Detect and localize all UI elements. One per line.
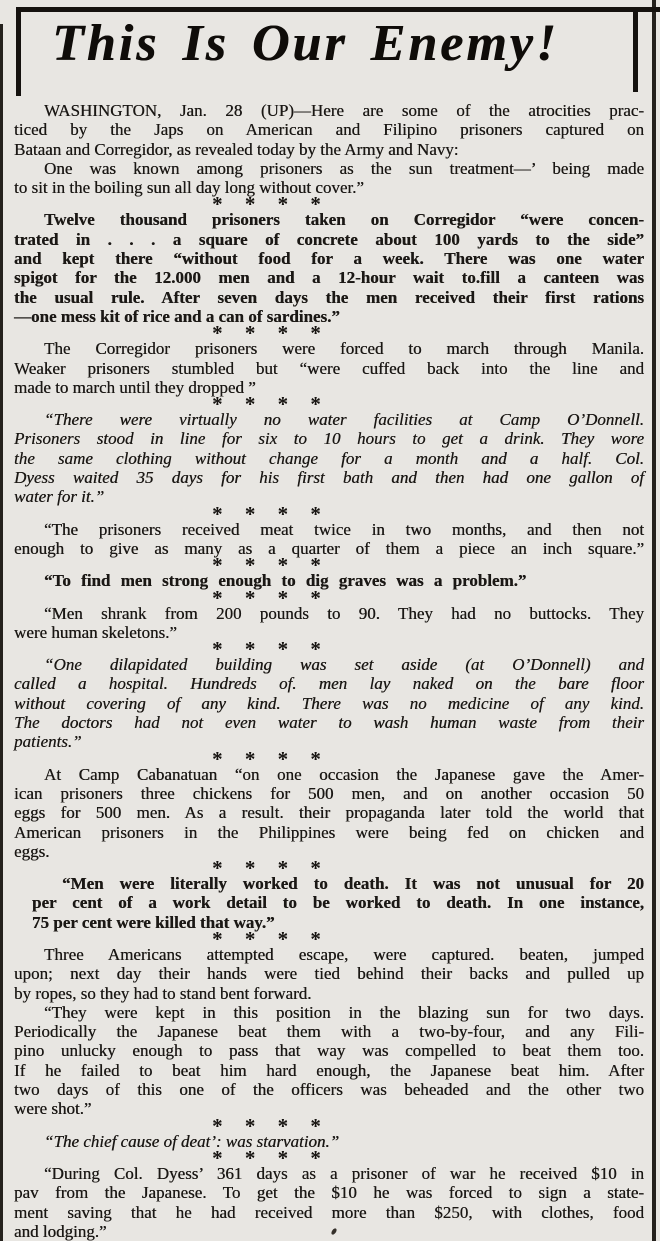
text-line: WASHINGTON, Jan. 28 (UP)—Here are some of the atrocities prac- <box>44 101 644 120</box>
text-line: Dyess waited 35 days for his first bath and then had one gallon of <box>14 468 644 488</box>
headline-box-right-rule <box>633 7 638 92</box>
text-line: “The chief cause of deat’: was starvation.” <box>44 1131 340 1151</box>
paragraph <box>14 1164 644 1241</box>
text-line: The doctors had not even water to wash human waste from their <box>14 713 644 733</box>
paragraph <box>14 339 644 397</box>
text-line: and kept there “without food for a week. There was one water <box>14 249 644 269</box>
text-line: trated in . . . a square of concrete about 100 yards to the side” <box>14 229 644 249</box>
star-separator: * * * * <box>212 553 321 578</box>
star-separator: * * * * <box>212 392 321 417</box>
text-line: The Corregidor prisoners were forced to march through Manila. <box>44 339 644 359</box>
text-line: enough to give as many as a quarter of them a piece an inch square.” <box>14 538 644 558</box>
text-line: were shot.” <box>14 1099 92 1119</box>
star-separator: * * * * <box>212 321 321 346</box>
text-line: per cent of a work detail to be worked to death. In one instance, <box>32 893 644 913</box>
text-line: At Camp Cabanatuan “on one occasion the Japanese gave the Amer- <box>44 764 644 784</box>
text-line: Twelve thousand prisoners taken on Corregidor “were concen- <box>44 210 644 230</box>
text-line: spigot for the 12.000 men and a 12-hour wait to.fill a canteen was <box>14 268 644 288</box>
paragraph <box>14 571 644 590</box>
paragraph <box>14 520 644 559</box>
text-line: pav from the Japanese. To get the $10 he was forced to sign a state- <box>14 1183 644 1203</box>
text-line: ican prisoners three chickens for 500 men, and on another occasion 50 <box>14 783 644 803</box>
star-separator: * * * * <box>212 637 321 662</box>
text-line: “The prisoners received meat twice in two months, and then not <box>44 519 644 539</box>
text-line: eggs. <box>14 841 50 861</box>
paragraph <box>14 655 644 751</box>
text-line: without covering of any kind. There was no medicine of any kind. <box>14 693 644 713</box>
text-line: ticed by the Japs on American and Filipino prisoners captured on <box>14 120 644 140</box>
text-line: —one mess kit of rice and a can of sardines.” <box>14 306 340 326</box>
paragraph <box>14 1132 644 1151</box>
text-line: “There were virtually no water facilities at Camp O’Donnell. <box>44 410 644 430</box>
star-separator: * * * * <box>212 746 321 771</box>
text-line: pino unlucky enough to pass that way was compelled to beat them too. <box>14 1041 644 1061</box>
text-line: upon; next day their hands were tied behind their backs and pulled up <box>14 964 644 984</box>
text-line: and lodging.” <box>14 1221 107 1241</box>
page-title: This Is Our Enemy! <box>52 15 559 72</box>
paragraph <box>14 410 644 506</box>
text-line: “They were kept in this position in the blazing sun for two days. <box>44 1002 644 1022</box>
paragraph <box>14 874 644 932</box>
text-line: water for it.” <box>14 487 105 507</box>
text-line: made to march until they dropped ” <box>14 377 256 397</box>
text-line: 75 per cent were killed that way.” <box>32 912 275 932</box>
text-line: “During Col. Dyess’ 361 days as a prisoner of war he received $10 in <box>44 1163 644 1183</box>
text-line: One was known among prisoners as the sun treatment—’ being made <box>44 158 644 178</box>
text-line: “One dilapidated building was set aside (at O’Donnell) and <box>44 655 644 675</box>
text-line: Weaker prisoners stumbled but “were cuffed back into the line and <box>14 358 644 378</box>
text-line: If he failed to beat him hard enough, the Japanese beat him. After <box>14 1060 644 1080</box>
text-line: Prisoners stood in line for six to 10 hours to get a drink. They wore <box>14 429 644 449</box>
text-line: “Men shrank from 200 pounds to 90. They had no buttocks. They <box>44 603 644 623</box>
text-line: Three Americans attempted escape, were captured. beaten, jumped <box>44 944 644 964</box>
text-line: eggs for 500 men. As a result. their propaganda later told the world that <box>14 803 644 823</box>
headline-box-left-rule <box>16 7 21 96</box>
text-line: were human skeletons.” <box>14 622 177 642</box>
paragraph <box>14 765 644 861</box>
masthead <box>0 0 660 96</box>
text-line: “Men were literally worked to death. It was not unusual for 20 <box>62 874 644 894</box>
text-line: Periodically the Japanese beat them with a two-by-four, and any Fili- <box>14 1022 644 1042</box>
text-line: to sit in the boiling sun all day long without cover.” <box>14 178 364 198</box>
star-separator: * * * * <box>212 856 321 881</box>
paragraph <box>14 945 644 1003</box>
star-separator: * * * * <box>212 585 321 610</box>
paragraph <box>14 101 644 159</box>
paragraph <box>14 159 644 198</box>
text-line: called a hospital. Hundreds of. men lay naked on the bare floor <box>14 674 644 694</box>
text-line: the same clothing without change for a month and a half. Col. <box>14 448 644 468</box>
text-line: the usual rule. After seven days the men received their first rations <box>14 287 644 307</box>
star-separator: * * * * <box>212 1113 321 1138</box>
text-line: Bataan and Corregidor, as revealed today by the Army and Navy: <box>14 139 459 159</box>
text-line: by ropes, so they had to stand bent forward. <box>14 983 312 1003</box>
article-body <box>0 96 660 1241</box>
paragraph <box>14 604 644 643</box>
star-separator: * * * * <box>212 192 321 217</box>
paragraph <box>14 210 644 326</box>
text-line: patients.” <box>14 732 82 752</box>
paragraph <box>14 1003 644 1119</box>
star-separator: * * * * <box>212 926 321 951</box>
text-line: American prisoners in the Philippines were being fed on chicken and <box>14 822 644 842</box>
text-line: two days of this one of the officers was beheaded and the other two <box>14 1080 644 1100</box>
star-separator: * * * * <box>212 501 321 526</box>
star-separator: * * * * <box>212 1145 321 1170</box>
headline-box-top-rule <box>16 7 660 12</box>
text-line: ment saving that he had received more than $250, with clothes, food <box>14 1202 644 1222</box>
text-line: “To find men strong enough to dig graves was a problem.” <box>44 571 527 591</box>
